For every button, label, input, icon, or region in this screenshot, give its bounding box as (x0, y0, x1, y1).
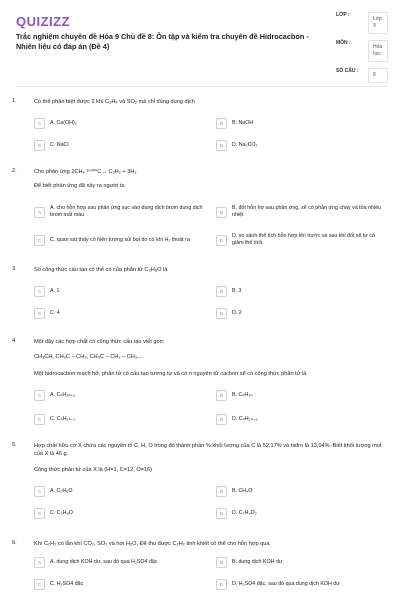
option-letter-box: D (216, 308, 227, 319)
option-d[interactable] (216, 412, 258, 426)
option-d[interactable] (216, 230, 386, 250)
option-text: A. cho hỗn hợp sau phản ứng sục vào dung dịch brom dung dịch brom mất màu (50, 205, 203, 218)
option-c[interactable] (34, 306, 60, 320)
option-text: D. Na₂CO₃ (232, 141, 258, 148)
question-4 (12, 338, 390, 434)
option-b[interactable] (216, 202, 386, 222)
page-title: Trắc nghiệm chuyên đề Hóa 9 Chủ đề 8: Ôn tập và kiểm tra chuyên đề Hidrocacbon - Nhiên liệu có đáp án (Đề 4) (16, 32, 309, 51)
option-a[interactable] (34, 116, 77, 130)
option-a[interactable] (34, 484, 72, 498)
question-5 (12, 442, 390, 532)
option-text: C. NaCl (50, 141, 69, 148)
option-text: B. NaOH (232, 119, 254, 126)
option-b[interactable] (216, 388, 253, 402)
option-b[interactable] (216, 555, 282, 569)
option-text: D. H₂SO4 đặc, sau đó qua dung dịch KOH dư (232, 580, 340, 587)
option-text: C. C₃H₈O (50, 509, 73, 516)
meta-panel (336, 12, 388, 89)
meta-count (336, 68, 388, 83)
question-text: Có thể phân biệt được 2 khí C₂H₄ và SO₂ mà chỉ dùng dung dịch (34, 99, 195, 105)
count-field[interactable]: 8 (368, 68, 388, 83)
option-letter-box: B (216, 390, 227, 401)
question-number: 5. (12, 442, 17, 448)
count-label: SỐ CÂU : (336, 68, 359, 74)
option-a[interactable] (34, 555, 157, 569)
option-c[interactable] (34, 412, 76, 426)
question-number: 4. (12, 338, 17, 344)
option-d[interactable] (216, 577, 340, 591)
option-letter-box: A (34, 118, 45, 129)
option-text: A. dung dịch KOH dư, sau đó qua H₂SO4 đặc (50, 558, 158, 565)
option-text: C. H₂SO4 đặc (50, 580, 84, 587)
subject-label: MÔN : (336, 40, 351, 46)
option-text: B. CₙH₃ₙ (232, 391, 253, 398)
option-text: A. C₂H₆O (50, 487, 73, 494)
option-letter-box: C (34, 414, 45, 425)
question-number: 3. (12, 266, 17, 272)
option-text: B. 3 (232, 287, 242, 294)
option-letter-box: A (34, 557, 45, 568)
option-letter-box: D (216, 414, 227, 425)
meta-class (336, 12, 388, 34)
class-field[interactable]: Lớp 9 (368, 12, 388, 34)
option-letter-box: A (34, 207, 45, 218)
option-b[interactable] (216, 484, 252, 498)
question-3 (12, 266, 390, 326)
option-text: B. đốt hỗn hợ sau phản ứng, sẽ có phản ứng cháy và tỏa nhiều nhiệt (232, 205, 381, 218)
option-letter-box: D (216, 579, 227, 590)
question-text: Một dãy các hợp chất có công thức cấu tạo viết gọn: (34, 339, 165, 345)
option-d[interactable] (216, 506, 257, 520)
question-note: Công thức phân tử của X là (H=1, C=12, O=16) (34, 467, 153, 473)
question-note: Một hidrocacbon mạch hở, phân tử có cấu tạo tương tự và có n nguyên tử cacbon sẽ có công thức phân tử là (34, 371, 307, 377)
question-number: 1. (12, 98, 17, 104)
option-text: D. so sánh thể tích hỗn hợp khí trước và sau khi đốt sẽ tự có giảm thể tích. (232, 233, 376, 246)
question-note: Để biết phản ứng đã xảy ra người ta (34, 183, 125, 189)
option-text: A. 1 (50, 287, 60, 294)
option-c[interactable] (34, 138, 69, 152)
option-text: D. 2 (232, 309, 242, 316)
option-letter-box: D (216, 508, 227, 519)
option-text: C. quan sát thấy có hiện tượng sủi bọt do có khí H₂ thoát ra (50, 236, 190, 243)
option-a[interactable] (34, 202, 214, 222)
option-letter-box: A (34, 486, 45, 497)
option-letter-box: B (216, 286, 227, 297)
option-text: A. Ca(OH)₂ (50, 119, 77, 126)
question-2 (12, 168, 390, 258)
option-letter-box: C (34, 235, 45, 246)
question-formula: CH₃CH, CH₃C – CH₃, CH₃C – CH₂ – CH₃,... (34, 354, 144, 360)
option-letter-box: B (216, 486, 227, 497)
question-6 (12, 540, 390, 596)
option-a[interactable] (34, 284, 59, 298)
option-letter-box: B (216, 207, 227, 218)
class-label: LỚP : (336, 12, 350, 18)
subject-field[interactable]: Hóa học (368, 40, 388, 62)
option-letter-box: C (34, 140, 45, 151)
option-letter-box: B (216, 557, 227, 568)
option-c[interactable] (34, 230, 214, 250)
option-text: A. CₙH₂ₙ₊₂ (50, 391, 76, 398)
question-text: Cho phản ứng 2CH₄ ¹⁵⁰⁰°C→ C₂H₂ + 3H₂ (34, 169, 137, 175)
meta-subject (336, 40, 388, 62)
question-number: 6. (12, 540, 17, 546)
question-number: 2. (12, 168, 17, 174)
option-letter-box: A (34, 286, 45, 297)
option-letter-box: D (216, 235, 227, 246)
option-letter-box: A (34, 390, 45, 401)
option-text: D. CₙH₂ₙ₋₆ (232, 415, 258, 422)
option-c[interactable] (34, 506, 73, 520)
option-text: C. CₙH₂ₙ₋₂ (50, 415, 76, 422)
question-1 (12, 98, 390, 158)
option-letter-box: C (34, 579, 45, 590)
question-text: Khí C₂H₂ có lẫn khí CO₂, SO₂ và hơi H₂O. Để thu được C₂H₂ tinh khiết có thể cho hỗn hợp qua (34, 541, 270, 547)
option-b[interactable] (216, 284, 241, 298)
option-text: B. CH₄O (232, 487, 253, 494)
quizizz-logo: QUIZIZZ (16, 14, 71, 29)
option-text: D. C₂H₄O₂ (232, 509, 257, 516)
option-c[interactable] (34, 577, 83, 591)
header-divider (16, 86, 388, 87)
option-text: C. 4 (50, 309, 60, 316)
option-a[interactable] (34, 388, 75, 402)
option-letter-box: B (216, 118, 227, 129)
option-d[interactable] (216, 138, 258, 152)
option-b[interactable] (216, 116, 253, 130)
option-d[interactable] (216, 306, 242, 320)
option-text: B. dung dịch KOH dư (232, 558, 283, 565)
option-letter-box: D (216, 140, 227, 151)
option-letter-box: C (34, 308, 45, 319)
question-text: Số công thức cấu tạo có thể có của phân tử C₃H₈O là (34, 267, 168, 273)
option-letter-box: C (34, 508, 45, 519)
question-text: Hợp chất hữu cơ X chứa các nguyên tố C, H, O trong đó thành phần % khối lượng của C là 52,17% và hiđro là 13,04%. Biết khối lượng mol của X là 46 g. (34, 443, 382, 457)
